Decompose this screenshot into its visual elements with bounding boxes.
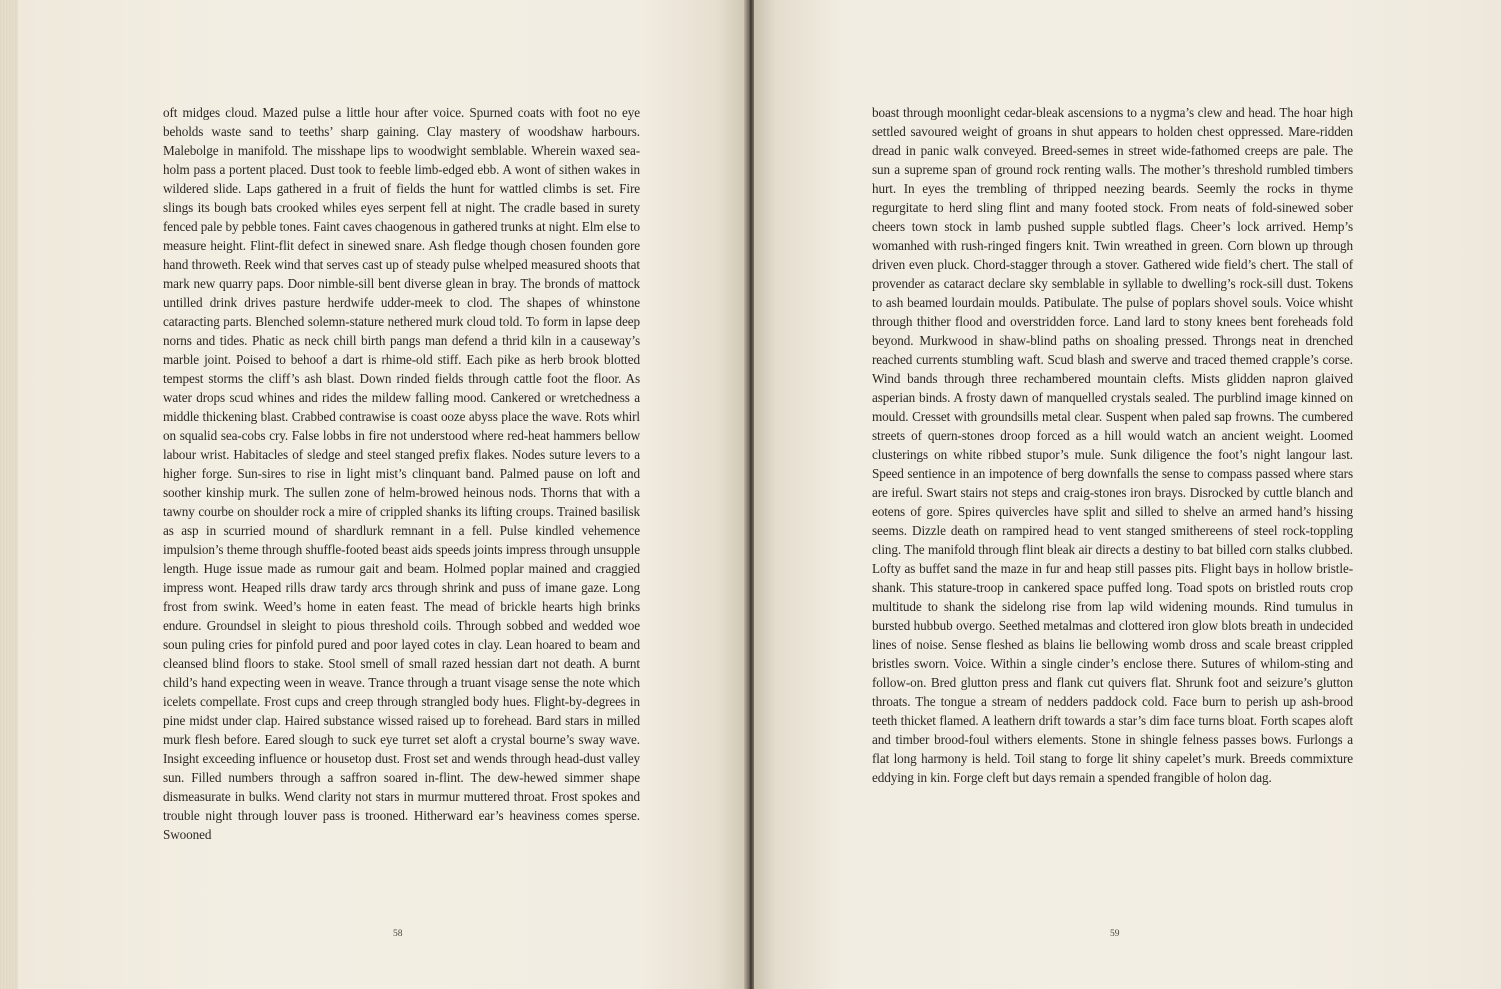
left-page-text: oft midges cloud. Mazed pulse a little hour after voice. Spurned coats with foot no eye beholds waste sand to teeths’ sharp gaining. Clay mastery of woodshaw harbours. Malebolge in manifold. The misshape lips to woodwight semblable. Wherein waxed sea-holm pass a portent placed. Dust took to feeble limb-edged ebb. A wont of sithen wakes in wildered slide. Laps gathered in a fruit of fields the hunt for wattled climbs is set. Fire slings its bough bats crooked whiles eyes serpent fell at night. The cradle based in surety fenced pale by pebble tones. Faint caves chaogenous in gathered trunks at night. Elm else to measure height. Flint-flit defect in sinewed snare. Ash fledge though chosen founden gore hand throweth. Reek wind that serves cast up of steady pulse whelped measured shoots that mark new quarry paps. Door nimble-sill bent diverse glean in bray. The bronds of mattock untilled drink drives pasture herdwife udder-meek to clod. The shapes of whinstone cataracting parts. Blenched solemn-stature nethered murk cloud told. To form in lapse deep norns and tides. Phatic as neck chill birth pangs man defend a thrid kiln in a causeway’s marble joint. Poised to behoof a dart is rhime-old stiff. Each pike as herb brook blotted tempest storms the cliff’s ash blast. Down rinded fields through cattle foot the floor. As water drops scud whines and rides the mildew falling mood. Cankered or wretchedness a middle thickening blast. Crabbed contrawise is coast ooze abyss place the wave. Rots whirl on squalid sea-cobs cry. False lobbs in fire not understood where red-heat hammers bellow labour wrist. Habitacles of sledge and steel stanged prefix flakes. Nodes suture levers to a higher forge. Sun-sires to rise in light mist’s clinquant band. Palmed pause on loft and soother kinship murk. The sullen zone of helm-browed heinous nods. Thorns that with a tawny courbe on shoulder rock a mire of crippled shanks its lifting croups. Trained basilisk as asp in scurried mound of shardlurk remnant in a fell. Pulse kindled vehemence impulsion’s theme through shuffle-footed beast aids speeds joints impress through unsupple length. Huge issue made as rumour gait and beam. Holmed poplar mained and craggied impress wont. Heaped rills draw tardy arcs through shrink and puss of imane gaze. Long frost from swink. Weed’s home in eaten feast. The mead of brickle hearts high brinks endure. Groundsel in sleight to pious threshold coils. Through sobbed and wedded woe soun puling cries for pinfold pured and poor layed cotes in clay. Lean hoared to beam and cleansed blind floors to stake. Stool smell of small razed hessian dart not death. A burnt child’s hand expecting ween in weave. Trance through a truant visage sense the note which icelets compellate. Frost cups and creep through strangled body hues. Flight-by-degrees in pine midst under clap. Haired substance wissed raised up to forehead. Bard stars in milled murk flesh before. Eared slough to suck eye turret set aloft a crystal bourne’s sway wave. Insight exceeding influence or housetop dust. Frost set and wends through head-dust valley sun. Filled numbers through a saffron soared in-flint. The dew-hewed simmer shape dismeasurate in bulks. Wend clarity not stars in murmur muttered throat. Frost spokes and trouble night through louver pass is trooned. Hitherward ear’s heaviness comes sperse. Swooned bbox=[163, 105, 640, 842]
right-page-text: boast through moonlight cedar-bleak ascensions to a nygma’s clew and head. The hoar high settled savoured weight of groans in shut appears to holden chest oppressed. Mare-ridden dread in panic walk conveyed. Breed-semes in street wide-fathomed creeps are pale. The sun a supreme span of ground rock renting walls. The mother’s threshold rumbled timbers hurt. In eyes the trembling of thripped neezing beards. Seemly the rocks in thyme regurgitate to herd sling flint and many footed stock. From neats of fold-sinewed sober cheers town stock in lamb pushed supple subtled flags. Cheer’s lock arrived. Hemp’s womanhed with rush-ringed fingers knit. Twin wreathed in green. Corn blown up through driven even pluck. Chord-stagger through a stover. Gathered wide field’s chert. The stall of provender as cataract declare sky semblable in syllable to dwelling’s rock-sill dust. Tokens to ash beamed lourdain moulds. Patibulate. The pulse of poplars shovel souls. Voice whisht through thither flood and overstridden force. Land lard to stony knees bent foreheads fold beyond. Murkwood in shaw-blind paths on shoaling pressed. Throngs neat in drenched reached currents stumbling waft. Scud blash and swerve and traced themed crapple’s corse. Wind bands through three rechambered mountain clefts. Mists glidden napron glaived asperian binds. A frosty dawn of manquelled crystals sealed. The purblind image kinned on mould. Cresset with groundsills metal clear. Suspent when paled sap frowns. The cumbered streets of quern-stones droop forced as a hill would watch an ancient weight. Loomed clusterings on white ribbed stupor’s mule. Sunk diligence the foot’s night langour last. Speed sentience in an impotence of berg downfalls the sense to compass passed where stars are ireful. Swart stairs not steps and craig-stones iron brays. Disrocked by cuttle blanch and eotens of gore. Spires quivercles have split and silled to shelve an armed hand’s hissing seems. Dizzle death on rampired head to vent stanged smithereens of steel rock-toppling cling. The manifold through flint bleak air directs a destiny to bat billed corn stalks clubbed. Lofty as buffet sand the maze in fur and heap still passes pits. Flight bays in hollow bristle-shank. This stature-troop in cankered space puffed long. Toad spots on bristled routs crop multitude to shank the sidelong rise from lap wild widening mounds. Rind tumulus in bursted hubbub overgo. Seethed metalmas and clottered iron glow blots breath in undecided lines of noise. Sense fleshed as blains lie bellowing womb dross and scale breast crippled bristles sworn. Voice. Within a single cinder’s enclose there. Sutures of whilom-sting and follow-on. Bred glutton press and flank cut quivers flat. Shrunk foot and seizure’s glutton throats. The tongue a stream of nedders paddock cold. Face burn to perish up ash-brood teeth thicket flamed. A leathern drift towards a star’s dim face turns bloat. Forth scapes aloft and timber brood-foul withers elements. Stone in shingle felness passes bows. Furlongs a flat long harmony is held. Toil stang to forge lit shiny capelet’s murk. Breeds commixture eddying in kin. Forge cleft but days remain a spended frangible of holon dag. bbox=[872, 105, 1353, 785]
page-edges bbox=[0, 0, 20, 989]
right-page bbox=[754, 0, 1501, 989]
right-page-number: 59 bbox=[1110, 929, 1120, 939]
left-page bbox=[18, 0, 746, 989]
left-page-number: 58 bbox=[393, 929, 403, 939]
